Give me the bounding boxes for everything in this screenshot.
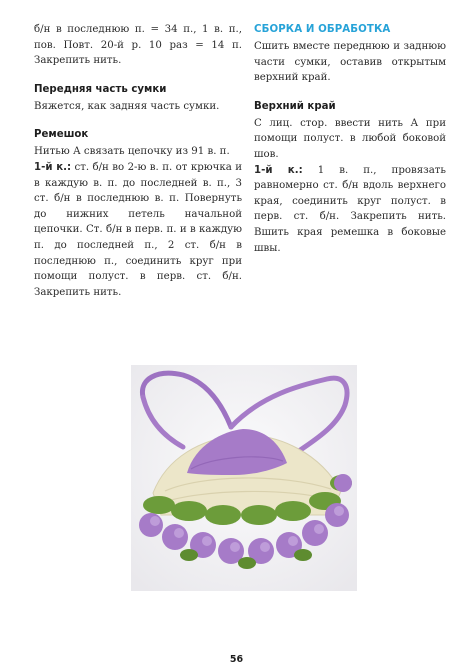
top-edge-text: С лиц. стор. ввести нить А при помощи полуст. в любой боковой шов. — [254, 117, 446, 160]
assembly-text: Сшить вместе переднюю и заднюю части сумки, оставив открытым верхний край. — [254, 41, 446, 84]
front-part-section — [34, 82, 242, 115]
page-number: 56 — [229, 654, 244, 665]
top-edge-heading: Верхний край — [254, 100, 336, 112]
strap-row-text: ст. б/н во 2-ю в. п. от крючка и в каждую в. п. до последней в. п., 3 ст. б/н в последнюю в. п. Повернуть до нижних петель начальной цепочки. Ст. б/н в перв. п. и в каждую п. до последней п., 2 ст. б/н в последнюю п., соединить круг при помощи полуст. в перв. ст. б/н. Закрепить нить. — [34, 161, 242, 298]
top-edge-section — [254, 99, 446, 256]
crochet-bag-photo — [131, 365, 357, 591]
assembly-heading: СБОРКА И ОБРАБОТКА — [254, 24, 391, 35]
strap-section — [34, 127, 242, 300]
top-edge-row-label: 1-й к.: — [254, 164, 303, 176]
top-edge-row-instruction — [254, 163, 446, 257]
strap-heading: Ремешок — [34, 129, 89, 141]
crochet-bag-icon — [131, 365, 357, 591]
front-part-text: Вяжется, как задняя часть сумки. — [34, 100, 220, 112]
strap-row-label: 1-й к.: — [34, 161, 72, 173]
strap-text: Нитью А связать цепочку из 91 в. п. — [34, 146, 230, 158]
top-edge-row-text: 1 в. п., провязать равномерно ст. б/н вдоль верхнего края, соединить круг полуст. в перв. ст. б/н. Закрепить нить. Вшить края ремешка в боковые швы. — [254, 164, 446, 254]
strap-row-instruction — [34, 160, 242, 300]
left-column — [34, 22, 242, 300]
front-part-heading: Передняя часть сумки — [34, 83, 167, 95]
right-column — [254, 22, 446, 256]
intro-paragraph: б/н в последнюю п. = 34 п., 1 в. п., пов. Повт. 20-й р. 10 раз = 14 п. Закрепить нить. — [34, 24, 242, 67]
assembly-section — [254, 22, 446, 86]
